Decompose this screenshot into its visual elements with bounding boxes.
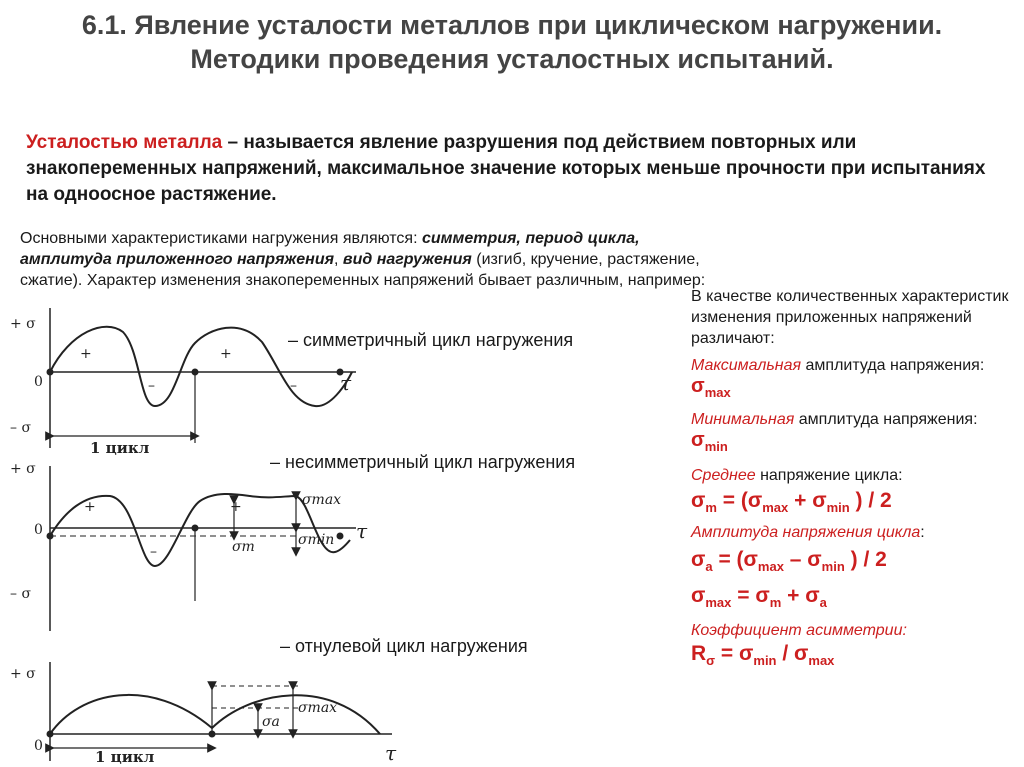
plus-sign: + <box>220 346 232 362</box>
one-cycle-label: 1 цикл <box>90 439 150 457</box>
mean-stress-label <box>691 465 1016 486</box>
amplitude-label: Амплитуда напряжения цикла: <box>691 524 925 542</box>
minus-sigma-label: – σ <box>10 420 32 436</box>
asym-term: Коэффициент асимметрии: <box>691 621 907 639</box>
sigma-m-label: σm <box>232 539 255 555</box>
page-title: 6.1. Явление усталости металлов при циклическом нагружении. Методики проведения усталостных испытаний. <box>81 10 943 74</box>
minus-sign: – <box>290 378 297 394</box>
plus-sigma-label: + σ <box>10 461 36 477</box>
intro-text-1: Основными характеристиками нагружения являются: <box>20 230 422 247</box>
amp-term: Амплитуда напряжения цикла <box>691 524 921 542</box>
max-rest: амплитуда напряжения: <box>801 357 985 374</box>
sigma-max-symbol: $\sigma_{max}$ <box>691 375 731 400</box>
asymmetric-cycle-graph <box>0 456 400 636</box>
zero-label: 0 <box>34 738 43 754</box>
definition-term: Усталостью металла <box>26 132 223 153</box>
intro-bold-2: вид нагружения <box>342 251 472 268</box>
mean-term: Среднее <box>691 467 756 484</box>
symmetric-cycle-caption: – симметричный цикл нагружения <box>288 330 574 350</box>
right-intro: В качестве количественных характеристик изменения приложенных напряжений различают: <box>691 288 1009 347</box>
plus-sigma-label: + σ <box>10 316 36 332</box>
min-term: Минимальная <box>691 411 795 428</box>
pulsating-cycle-caption: – отнулевой цикл нагружения <box>280 636 528 656</box>
min-amplitude-item <box>691 409 1016 457</box>
plus-sign: + <box>80 346 92 362</box>
mean-rest: напряжение цикла: <box>755 467 903 484</box>
min-rest: амплитуда напряжения: <box>794 411 978 428</box>
pulsating-cycle-graph <box>0 656 420 766</box>
asymmetry-label <box>691 620 1016 641</box>
amplitude-formula: $\sigma_a = (\sigma_{max} - \sigma_{min}$ ) / 2 <box>691 548 887 575</box>
tau-label: τ <box>356 519 368 543</box>
intro-bold-1: симметрия, период цикла, амплитуда приложенного напряжения <box>20 230 640 268</box>
plus-sign: + <box>230 499 242 515</box>
one-cycle-label: 1 цикл <box>95 748 155 766</box>
minus-sign: – <box>148 378 155 394</box>
max-amplitude-item <box>691 355 1016 403</box>
mean-stress-formula: $\sigma_m = (\sigma_{max} + \sigma_{min}$ ) / 2 <box>691 489 892 516</box>
minus-sign: – <box>150 544 157 560</box>
sigma-max-label: σmax <box>298 700 338 716</box>
asymmetry-formula: $R_\sigma = \sigma_{min} / \sigma_{max}$ <box>691 641 835 668</box>
plus-sign: + <box>84 499 96 515</box>
sigma-min-symbol: $\sigma_{min}$ <box>691 429 728 454</box>
tau-label: τ <box>385 741 397 765</box>
max-term: Максимальная <box>691 357 802 374</box>
intro-text-2: , <box>334 251 343 268</box>
definition-text: – называется явление разрушения под действием повторных или знакопеременных напряжений, максимальное значение которых меньше прочности при испытаниях на одноосное растяжение. <box>26 132 986 205</box>
intro-text-3: (изгиб, кручение, растяжение, сжатие). Характер изменения знакопеременных напряжений бывает различным, например: <box>20 251 706 289</box>
max-stress-formula: $\sigma_{max} = \sigma_m + \sigma_a$ <box>691 584 827 611</box>
sigma-a-label: σa <box>262 714 280 730</box>
symmetric-cycle-graph <box>0 298 400 458</box>
sigma-max-label: σmax <box>302 492 342 508</box>
minus-sigma-label: – σ <box>10 586 32 602</box>
zero-label: 0 <box>34 374 43 390</box>
plus-sigma-label: + σ <box>10 666 36 682</box>
sigma-min-label: σmin <box>298 532 335 548</box>
definition <box>26 130 996 208</box>
asymmetric-cycle-caption: – несимметричный цикл нагружения <box>270 452 576 472</box>
tau-label: τ <box>340 371 352 395</box>
zero-label: 0 <box>34 522 43 538</box>
right-column <box>691 286 1016 671</box>
intro-paragraph <box>20 228 720 291</box>
